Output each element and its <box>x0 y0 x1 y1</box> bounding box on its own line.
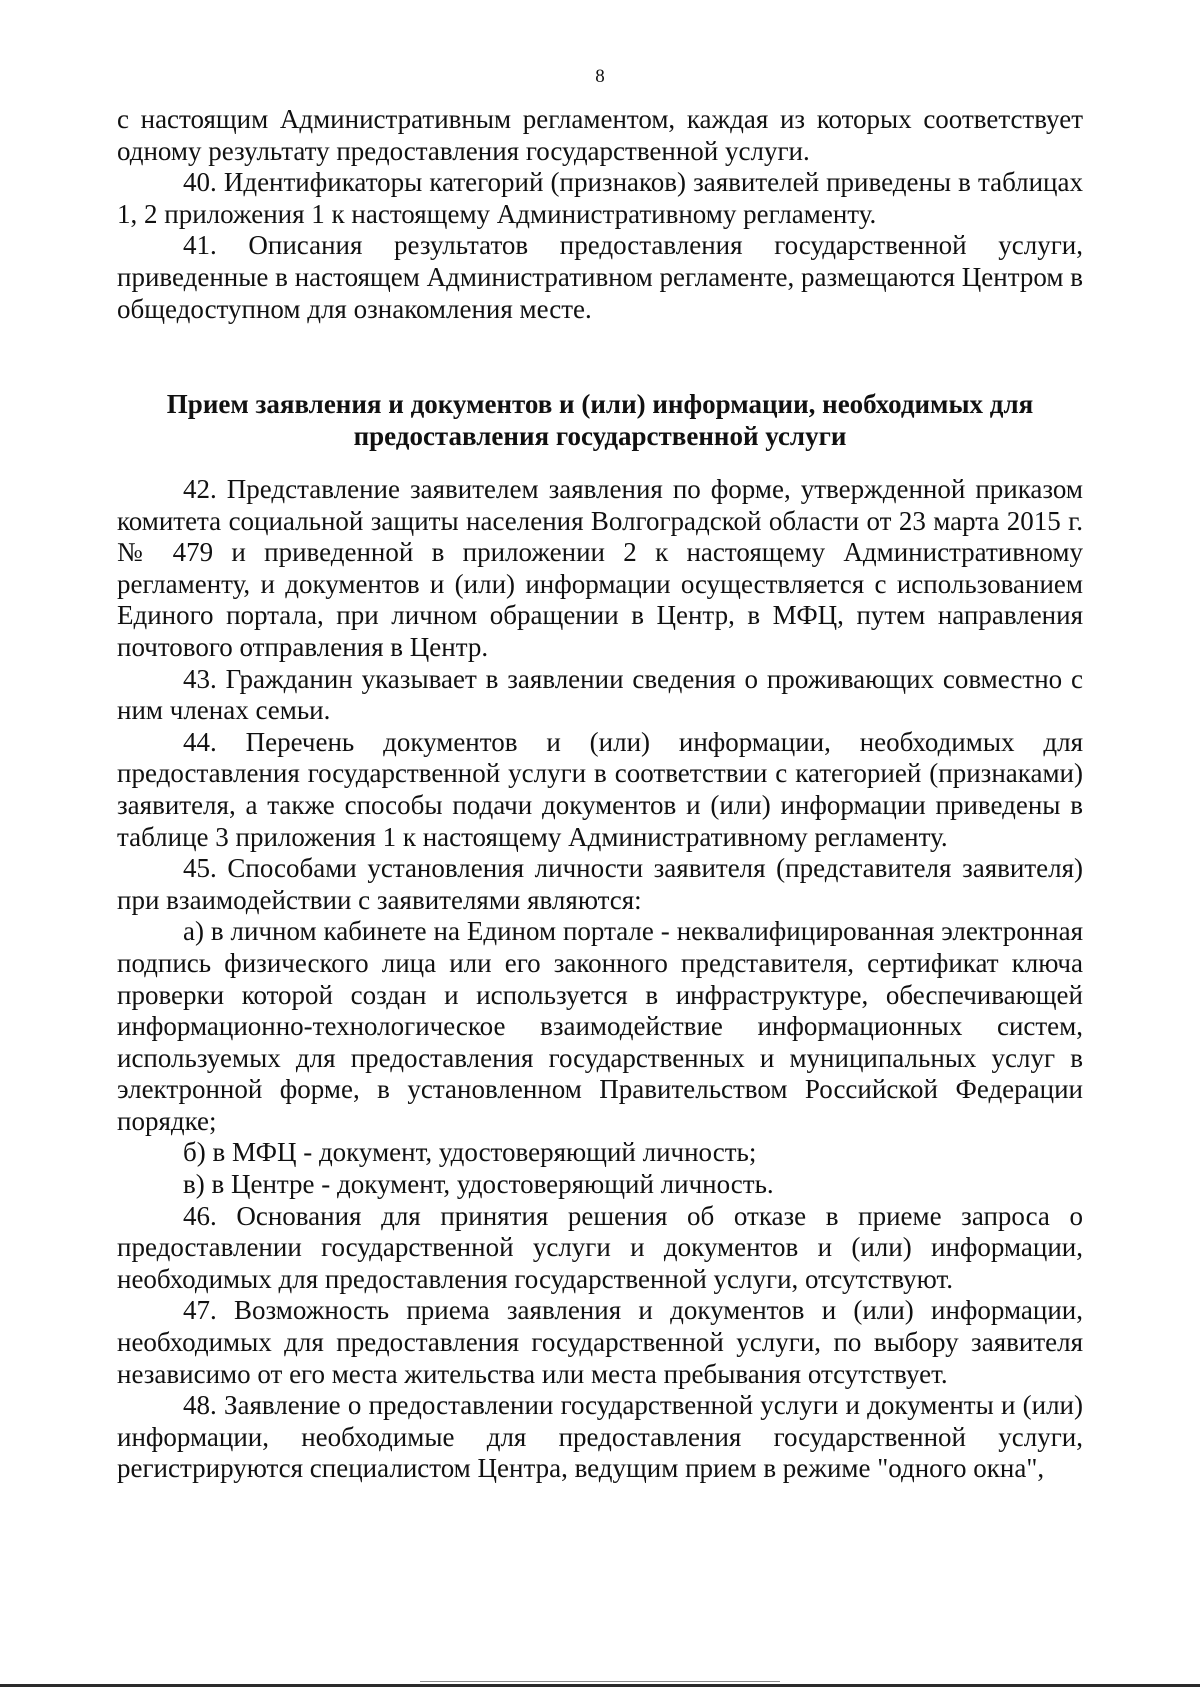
paragraph-45-a: а) в личном кабинете на Едином портале - неквалифицированная электронная подпись физического лица или его законного представителя, сертификат ключа проверки которой создан и используется в инфраструктуре, обеспечивающей информационно-технологическое взаимодействие информационных систем, используемых для предоставления государственных и муниципальных услуг в электронной форме, в установленном Правительством Российской Федерации порядке; <box>117 916 1083 1136</box>
paragraph-44: 44. Перечень документов и (или) информации, необходимых для предоставления государственной услуги в соответствии с категорией (признаками) заявителя, а также способы подачи документов и (или) информации приведены в таблице 3 приложения 1 к настоящему Административному регламенту. <box>117 726 1083 852</box>
paragraph-47: 47. Возможность приема заявления и документов и (или) информации, необходимых для предоставления государственной услуги, по выбору заявителя независимо от его места жительства или места пребывания отсутствует. <box>117 1295 1083 1389</box>
section-heading-line-2: предоставления государственной услуги <box>353 421 847 451</box>
section-heading-line-1: Прием заявления и документов и (или) информации, необходимых для <box>166 389 1034 419</box>
page-number: 8 <box>595 66 605 87</box>
section-heading <box>117 388 1083 452</box>
paragraph-45: 45. Способами установления личности заявителя (представителя заявителя) при взаимодействии с заявителями являются: <box>117 853 1083 915</box>
scan-edge-faint <box>420 1681 780 1682</box>
paragraph-43: 43. Гражданин указывает в заявлении сведения о проживающих совместно с ним членах семьи. <box>117 663 1083 726</box>
paragraph-41: 41. Описания результатов предоставления государственной услуги, приведенные в настоящем Административном регламенте, размещаются Центром в общедоступном для ознакомления месте. <box>117 230 1083 324</box>
scan-edge-line <box>0 1684 1200 1687</box>
paragraph-40: 40. Идентификаторы категорий (признаков) заявителей приведены в таблицах 1, 2 приложения 1 к настоящему Административному регламенту. <box>117 167 1083 229</box>
paragraph-45-v: в) в Центре - документ, удостоверяющий личность. <box>183 1169 774 1200</box>
paragraph-48: 48. Заявление о предоставлении государственной услуги и документы и (или) информации, необходимые для предоставления государственной услуги, регистрируются специалистом Центра, ведущим прием в режиме "одного окна", <box>117 1390 1083 1484</box>
paragraph-continuation: с настоящим Административным регламентом, каждая из которых соответствует одному результату предоставления государственной услуги. <box>117 104 1083 166</box>
body-text <box>117 474 1083 1485</box>
intro-text <box>117 104 1083 325</box>
paragraph-45-b: б) в МФЦ - документ, удостоверяющий личность; <box>183 1137 757 1168</box>
paragraph-42: 42. Представление заявителем заявления по форме, утвержденной приказом комитета социальной защиты населения Волгоградской области от 23 марта 2015 г. № 479 и приведенной в приложении 2 к настоящему Административному регламенту, и документов и (или) информации осуществляется с использованием Единого портала, при личном обращении в Центр, в МФЦ, путем направления почтового отправления в Центр. <box>117 474 1083 662</box>
paragraph-46: 46. Основания для принятия решения об отказе в приеме запроса о предоставлении государственной услуги и документов и (или) информации, необходимых для предоставления государственной услуги, отсутствуют. <box>117 1200 1083 1294</box>
